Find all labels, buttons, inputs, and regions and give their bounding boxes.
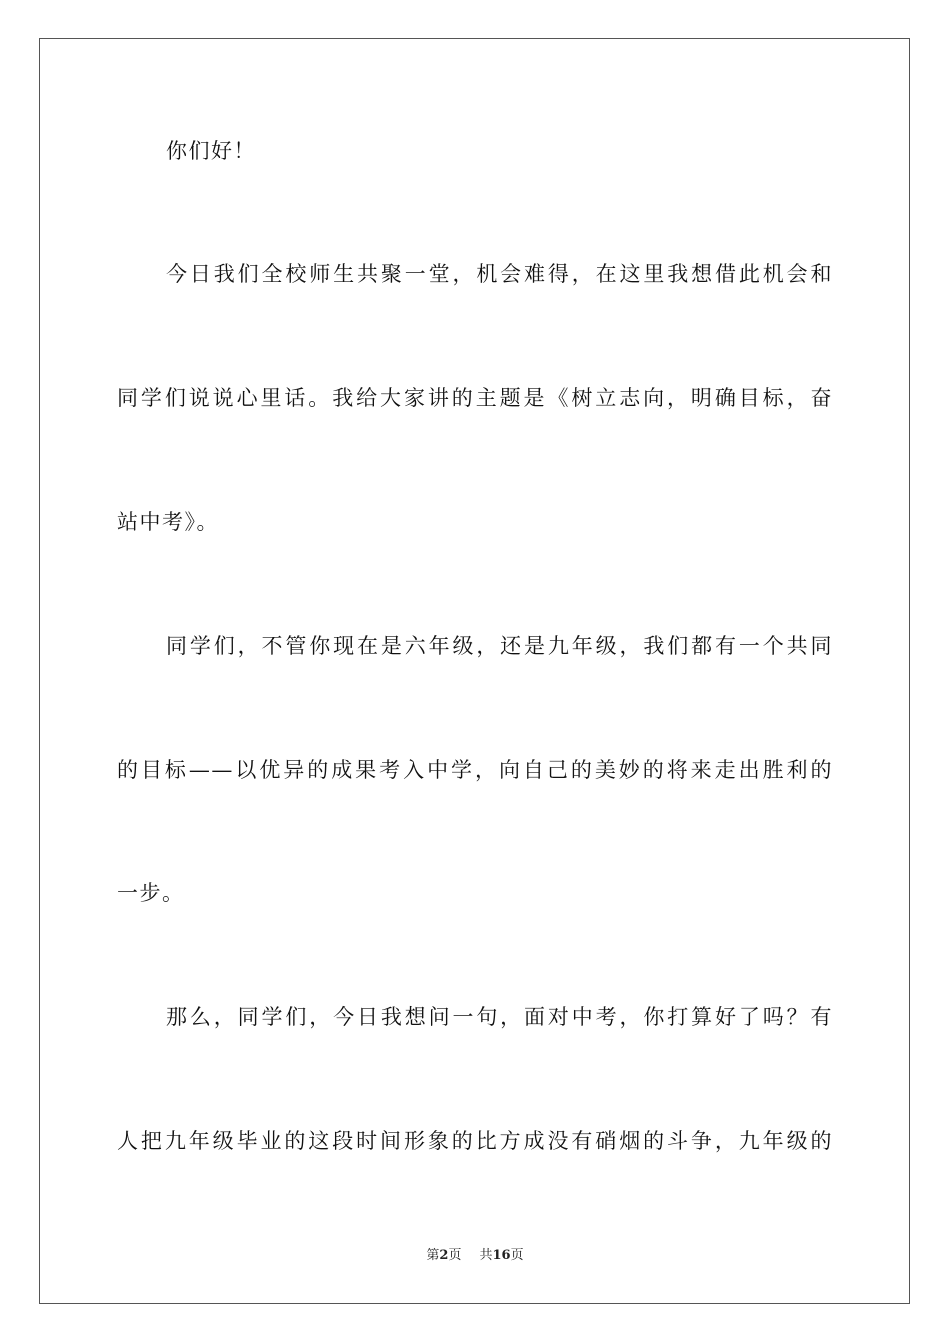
page-suffix: 页: [448, 1248, 462, 1263]
total-suffix: 页: [510, 1248, 524, 1263]
total-pages: 16: [492, 1248, 511, 1263]
text-line: 站中考》。: [117, 510, 219, 534]
text-line: 今日我们全校师生共聚一堂，机会难得，在这里我想借此机会和: [166, 262, 833, 286]
text-line: 同学们说说心里话。我给大家讲的主题是《树立志向，明确目标，奋: [117, 386, 833, 410]
page-prefix: 第: [426, 1248, 440, 1263]
text-line: 那么，同学们，今日我想问一句，面对中考，你打算好了吗？有: [166, 1005, 833, 1029]
page-footer: [0, 1247, 950, 1265]
text-line: 人把九年级毕业的这段时间形象的比方成没有硝烟的斗争，九年级的: [117, 1129, 833, 1153]
text-line: 同学们，不管你现在是六年级，还是九年级，我们都有一个共同: [166, 634, 833, 658]
page-number: 2: [439, 1248, 449, 1263]
text-line: 一步。: [117, 881, 185, 905]
text-line: 的目标——以优异的成果考入中学，向自己的美妙的将来走出胜利的: [117, 758, 833, 782]
page-frame: [39, 38, 910, 1304]
text-line-greeting: 你们好！: [166, 139, 256, 163]
total-prefix: 共: [479, 1248, 493, 1263]
